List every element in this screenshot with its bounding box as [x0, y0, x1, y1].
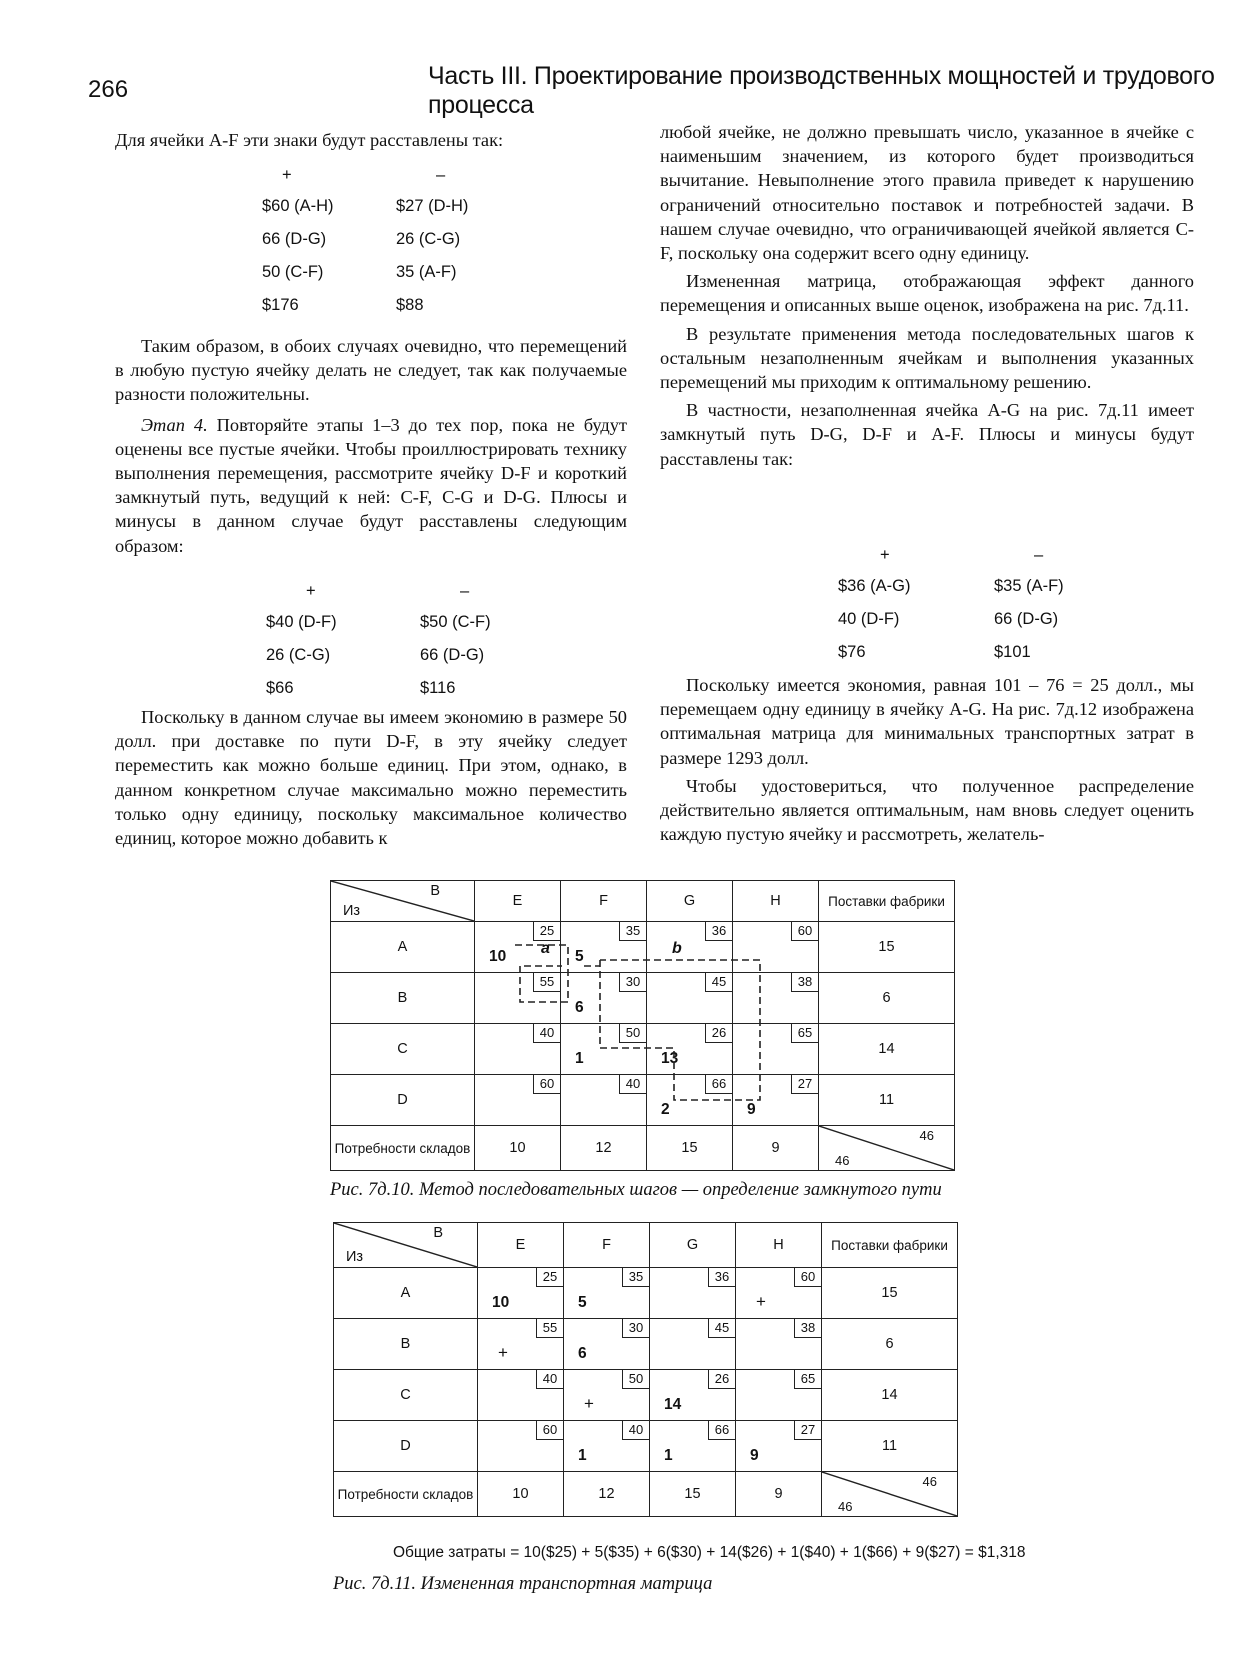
- unit-cost: 60: [791, 922, 818, 941]
- cell: 35 (A-F): [396, 263, 457, 281]
- supply-header: Поставки фабрики: [819, 881, 955, 922]
- supply-header: Поставки фабрики: [822, 1223, 958, 1268]
- unit-cost: 66: [705, 1075, 732, 1094]
- unit-cost: 60: [533, 1075, 560, 1094]
- paragraph: любой ячейке, не должно превышать число, указанное в ячейке с наименьшим значением, из которого будет производиться вычитание. Невыполнение этого правила приведет к нарушению ограничений относительно поставок и потребностей задачи. В нашем случае очевидно, что ограничивающей ячейкой является C-F, поскольку она содержит всего одну единицу.: [660, 122, 1194, 264]
- paragraph: Таким образом, в обоих случаях очевидно, что перемещений в любую пустую ячейку делать не следует, так как получаемые разности положительны.: [115, 336, 627, 405]
- row-header: D: [331, 1075, 475, 1126]
- supply-cell: 11: [819, 1075, 955, 1126]
- plus-mark: +: [756, 1292, 766, 1311]
- cell: $27 (D-H): [396, 197, 469, 215]
- supply-cell: 14: [819, 1024, 955, 1075]
- total-cell: [822, 1472, 958, 1517]
- unit-cost: 30: [622, 1319, 649, 1338]
- supply-cell: 6: [822, 1319, 958, 1370]
- matrix-cell: [478, 1370, 564, 1421]
- matrix-row: [334, 1319, 958, 1370]
- cell: 40 (D-F): [838, 610, 900, 628]
- total-bottom: 46: [838, 1499, 853, 1514]
- plus-mark: +: [498, 1343, 508, 1362]
- unit-cost: 26: [708, 1370, 735, 1389]
- allocation: 9: [747, 1101, 756, 1118]
- unit-cost: 60: [536, 1421, 563, 1440]
- unit-cost: 38: [791, 973, 818, 992]
- minus-header: –: [436, 165, 446, 184]
- path-a-label: a: [541, 940, 550, 957]
- corner-to: В: [433, 1225, 443, 1241]
- unit-cost: 45: [705, 973, 732, 992]
- matrix-cell: [478, 1421, 564, 1472]
- plus-header: +: [880, 545, 890, 564]
- allocation: 1: [575, 1050, 584, 1067]
- paragraph: Для ячейки A-F эти знаки будут расставлены так:: [115, 130, 504, 150]
- allocation: 6: [578, 1345, 587, 1362]
- cell: $35 (A-F): [994, 577, 1064, 595]
- matrix-row: [334, 1370, 958, 1421]
- matrix-cell: [564, 1319, 650, 1370]
- allocation: 1: [664, 1447, 673, 1464]
- allocation: 1: [578, 1447, 587, 1464]
- running-title: Часть III. Проектирование производственных мощностей и трудового процесса: [428, 62, 1215, 119]
- demand-cell: 10: [478, 1472, 564, 1517]
- matrix-cell: [564, 1421, 650, 1472]
- col-header: H: [733, 881, 819, 922]
- demand-cell: 9: [733, 1126, 819, 1171]
- row-header: B: [334, 1319, 478, 1370]
- cell: 26 (C-G): [396, 230, 461, 248]
- matrix-row: [334, 1268, 958, 1319]
- matrix-cell: [736, 1421, 822, 1472]
- supply-cell: 14: [822, 1370, 958, 1421]
- unit-cost: 35: [622, 1268, 649, 1287]
- cell: $76: [838, 643, 866, 661]
- cell: $60 (A-H): [262, 197, 334, 215]
- unit-cost: 26: [705, 1024, 732, 1043]
- path-b-line: [600, 960, 760, 1100]
- matrix-cell: [650, 1421, 736, 1472]
- row-header: A: [334, 1268, 478, 1319]
- matrix-cell: [478, 1319, 564, 1370]
- demand-cell: 9: [736, 1472, 822, 1517]
- col-header: E: [478, 1223, 564, 1268]
- unit-cost: 40: [536, 1370, 563, 1389]
- cell: $88: [396, 296, 424, 314]
- allocation: 9: [750, 1447, 759, 1464]
- unit-cost: 27: [791, 1075, 818, 1094]
- unit-cost: 66: [708, 1421, 735, 1440]
- step-text: Повторяйте этапы 1–3 до тех пор, пока не будут оценены все пустые ячейки. Чтобы проиллюстрировать технику выполнения перемещения, рассмотрите ячейку D-F и короткий замкнутый путь, ведущий к ней: C-F, C-G и D-G. Плюсы и минусы в данном случае будут расставлены следующим образом:: [115, 414, 627, 556]
- paragraph: Поскольку имеется экономия, равная 101 – 76 = 25 долл., мы перемещаем одну единицу в ячейку A-G. На рис. 7д.12 изображена оптимальная матрица для минимальных транспортных затрат в размере 1293 долл.: [660, 675, 1194, 768]
- matrix-cell: [736, 1268, 822, 1319]
- cell: $40 (D-F): [266, 613, 337, 631]
- corner-from: Из: [343, 903, 361, 919]
- unit-cost: 50: [622, 1370, 649, 1389]
- col-header: H: [736, 1223, 822, 1268]
- minus-header: –: [1034, 545, 1044, 564]
- demand-label: Потребности складов: [331, 1126, 475, 1171]
- allocation: 13: [661, 1050, 679, 1067]
- allocation: 5: [575, 948, 584, 965]
- row-header: B: [331, 973, 475, 1024]
- cell: 26 (C-G): [266, 646, 331, 664]
- matrix-cell: [564, 1268, 650, 1319]
- demand-label: Потребности складов: [334, 1472, 478, 1517]
- minus-header: –: [460, 581, 470, 600]
- corner-from: Из: [346, 1249, 364, 1265]
- unit-cost: 30: [619, 973, 646, 992]
- supply-cell: 15: [819, 922, 955, 973]
- unit-cost: 40: [622, 1421, 649, 1440]
- demand-cell: 10: [475, 1126, 561, 1171]
- cell: 66 (D-G): [420, 646, 485, 664]
- unit-cost: 38: [794, 1319, 821, 1338]
- plus-mark: +: [584, 1394, 594, 1413]
- cell: 66 (D-G): [262, 230, 327, 248]
- matrix-cell: [736, 1370, 822, 1421]
- matrix-cell: [650, 1319, 736, 1370]
- allocation: 6: [575, 999, 584, 1016]
- cell: $176: [262, 296, 299, 314]
- matrix-cell: [478, 1268, 564, 1319]
- total-costs: Общие затраты = 10($25) + 5($35) + 6($30) + 14($26) + 1($40) + 1($66) + 9($27) = $1,318: [393, 1544, 1026, 1561]
- cell: $66: [266, 679, 294, 697]
- unit-cost: 25: [536, 1268, 563, 1287]
- unit-cost: 36: [705, 922, 732, 941]
- demand-cell: 15: [650, 1472, 736, 1517]
- figure-caption-1: Рис. 7д.10. Метод последовательных шагов — определение замкнутого пути: [330, 1180, 942, 1200]
- row-header: C: [334, 1370, 478, 1421]
- matrix-cell: [650, 1268, 736, 1319]
- cell: 66 (D-G): [994, 610, 1059, 628]
- corner-cell: [334, 1223, 478, 1268]
- cell: $36 (A-G): [838, 577, 911, 595]
- total-bottom: 46: [835, 1153, 850, 1168]
- matrix-cell: [564, 1370, 650, 1421]
- demand-cell: 12: [564, 1472, 650, 1517]
- row-header: D: [334, 1421, 478, 1472]
- unit-cost: 40: [533, 1024, 560, 1043]
- figure-caption-2: Рис. 7д.11. Измененная транспортная матрица: [333, 1574, 713, 1594]
- unit-cost: 65: [791, 1024, 818, 1043]
- unit-cost: 35: [619, 922, 646, 941]
- allocation: 2: [661, 1101, 670, 1118]
- cell: $116: [420, 679, 456, 697]
- unit-cost: 36: [708, 1268, 735, 1287]
- row-header: C: [331, 1024, 475, 1075]
- total-top: 46: [919, 1128, 934, 1143]
- cell: $50 (C-F): [420, 613, 491, 631]
- col-header: F: [564, 1223, 650, 1268]
- supply-cell: 6: [819, 973, 955, 1024]
- demand-cell: 15: [647, 1126, 733, 1171]
- page-number: 266: [88, 76, 129, 103]
- unit-cost: 60: [794, 1268, 821, 1287]
- unit-cost: 65: [794, 1370, 821, 1389]
- allocation: 5: [578, 1294, 587, 1311]
- row-header: A: [331, 922, 475, 973]
- matrix-row: [334, 1421, 958, 1472]
- unit-cost: 27: [794, 1421, 821, 1440]
- demand-cell: 12: [561, 1126, 647, 1171]
- unit-cost: 40: [619, 1075, 646, 1094]
- unit-cost: 55: [533, 973, 560, 992]
- unit-cost: 50: [619, 1024, 646, 1043]
- col-header: G: [647, 881, 733, 922]
- paragraph: Поскольку в данном случае вы имеем экономию в размере 50 долл. при доставке по пути D-F, в эту ячейку следует переместить как можно больше единиц. При этом, однако, в данном конкретном случае максимально можно переместить только одну единицу, поскольку максимальное количество единиц, которое можно добавить к: [115, 707, 627, 849]
- corner-to: В: [430, 883, 440, 899]
- plus-header: +: [282, 165, 292, 184]
- matrix-cell: [650, 1370, 736, 1421]
- allocation: 10: [492, 1294, 510, 1311]
- col-header: E: [475, 881, 561, 922]
- unit-cost: 25: [533, 922, 560, 941]
- allocation: 10: [489, 948, 507, 965]
- paragraph: В результате применения метода последовательных шагов к остальным незаполненным ячейкам и выполнения указанных перемещений мы приходим к оптимальному решению.: [660, 323, 1194, 393]
- path-b-label: b: [672, 940, 682, 957]
- unit-cost: 45: [708, 1319, 735, 1338]
- supply-cell: 11: [822, 1421, 958, 1472]
- plus-header: +: [306, 581, 316, 600]
- cell: 50 (C-F): [262, 263, 324, 281]
- paragraph: Измененная матрица, отображающая эффект данного перемещения и описанных выше оценок, изображена на рис. 7д.11.: [660, 271, 1194, 316]
- paragraph: Чтобы удостовериться, что полученное распределение действительно является оптимальным, нам вновь следует оценить каждую пустую ячейку и рассмотреть, желатель-: [660, 775, 1194, 845]
- step-label: Этап 4.: [141, 414, 208, 435]
- matrix-cell: [736, 1319, 822, 1370]
- col-header: F: [561, 881, 647, 922]
- paragraph: В частности, незаполненная ячейка A-G на рис. 7д.11 имеет замкнутый путь D-G, D-F и A-F. Плюсы и минусы будут расставлены так:: [660, 400, 1194, 469]
- transport-matrix-2: [333, 1222, 958, 1517]
- total-top: 46: [922, 1474, 937, 1489]
- col-header: G: [650, 1223, 736, 1268]
- supply-cell: 15: [822, 1268, 958, 1319]
- cell: $101: [994, 643, 1031, 661]
- allocation: 14: [664, 1396, 682, 1413]
- unit-cost: 55: [536, 1319, 563, 1338]
